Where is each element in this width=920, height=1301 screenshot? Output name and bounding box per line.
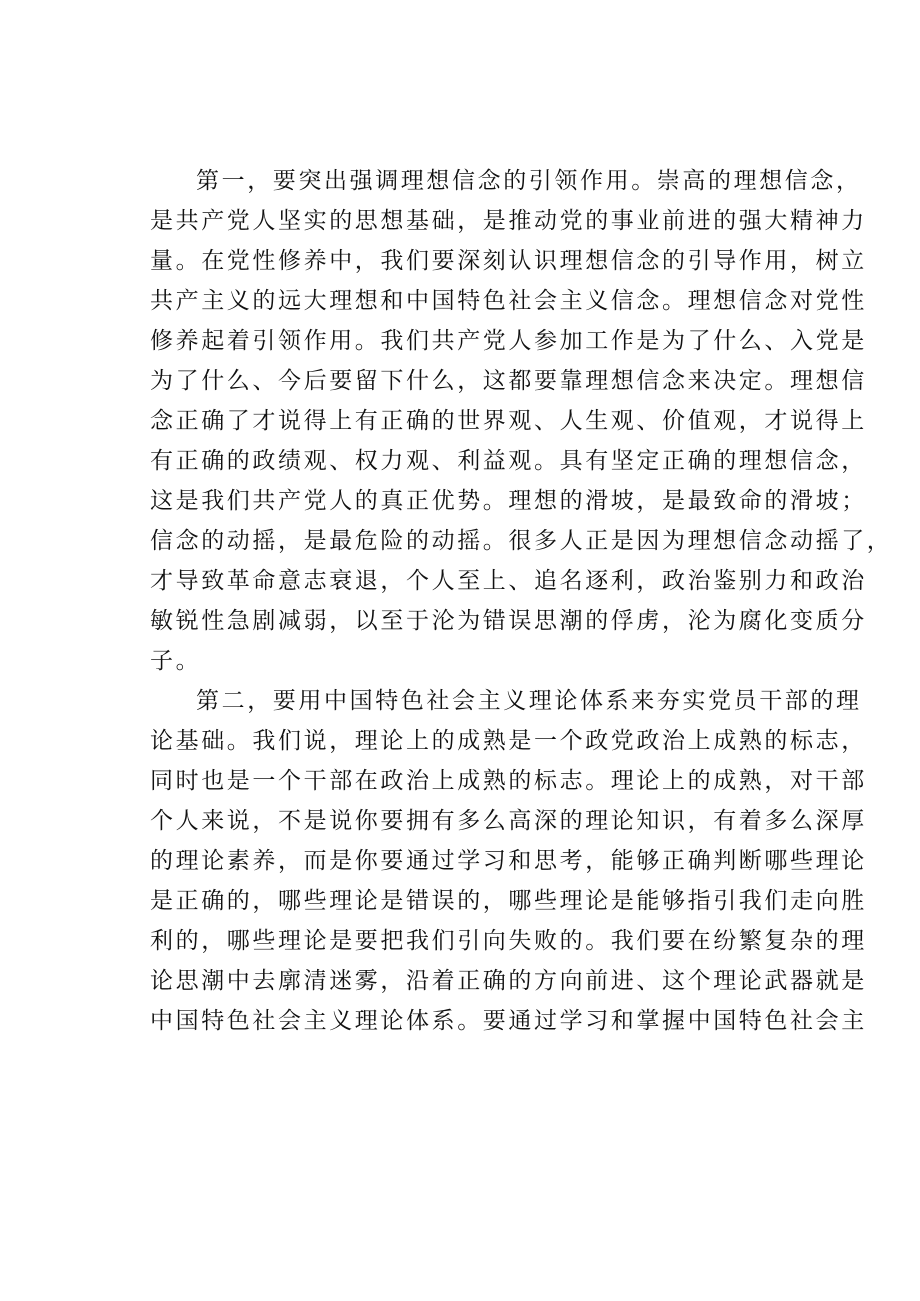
text-line: 论思潮中去廓清迷雾，沿着正确的方向前进、这个理论武器就是 (150, 968, 867, 994)
text-line: 念正确了才说得上有正确的世界观、人生观、价值观，才说得上 (150, 408, 867, 434)
text-line: 有正确的政绩观、权力观、利益观。具有坚定正确的理想信念， (150, 448, 867, 474)
text-line: 第一，要突出强调理想信念的引领作用。崇高的理想信念， (196, 168, 862, 194)
text-line: 是共产党人坚实的思想基础，是推动党的事业前进的强大精神力 (150, 208, 867, 234)
text-line: 同时也是一个干部在政治上成熟的标志。理论上的成熟，对干部 (150, 768, 867, 794)
text-line: 是正确的，哪些理论是错误的，哪些理论是能够指引我们走向胜 (150, 888, 867, 914)
text-line: 共产主义的远大理想和中国特色社会主义信念。理想信念对党性 (150, 288, 867, 314)
text-line: 这是我们共产党人的真正优势。理想的滑坡，是最致命的滑坡； (150, 488, 867, 514)
text-line: 利的，哪些理论是要把我们引向失败的。我们要在纷繁复杂的理 (150, 928, 867, 954)
text-line: 信念的动摇，是最危险的动摇。很多人正是因为理想信念动摇了， (150, 528, 893, 554)
document-body (150, 161, 893, 1041)
text-line: 修养起着引领作用。我们共产党人参加工作是为了什么、入党是 (150, 328, 867, 354)
text-line: 量。在党性修养中，我们要深刻认识理想信念的引导作用，树立 (150, 248, 867, 274)
text-line: 中国特色社会主义理论体系。要通过学习和掌握中国特色社会主 (150, 1008, 867, 1034)
text-line: 才导致革命意志衰退，个人至上、追名逐利，政治鉴别力和政治 (150, 568, 867, 594)
text-line: 的理论素养，而是你要通过学习和思考，能够正确判断哪些理论 (150, 848, 867, 874)
text-line: 个人来说，不是说你要拥有多么高深的理论知识，有着多么深厚 (150, 808, 867, 834)
text-line: 为了什么、今后要留下什么，这都要靠理想信念来决定。理想信 (150, 368, 867, 394)
text-line: 敏锐性急剧减弱，以至于沦为错误思潮的俘虏，沦为腐化变质分 (150, 608, 867, 634)
text-line: 子。 (150, 648, 202, 674)
paragraph-2 (150, 681, 867, 1041)
text-line: 第二，要用中国特色社会主义理论体系来夯实党员干部的理 (196, 688, 862, 714)
text-line: 论基础。我们说，理论上的成熟是一个政党政治上成熟的标志， (150, 728, 867, 754)
paragraph-1 (150, 161, 893, 681)
